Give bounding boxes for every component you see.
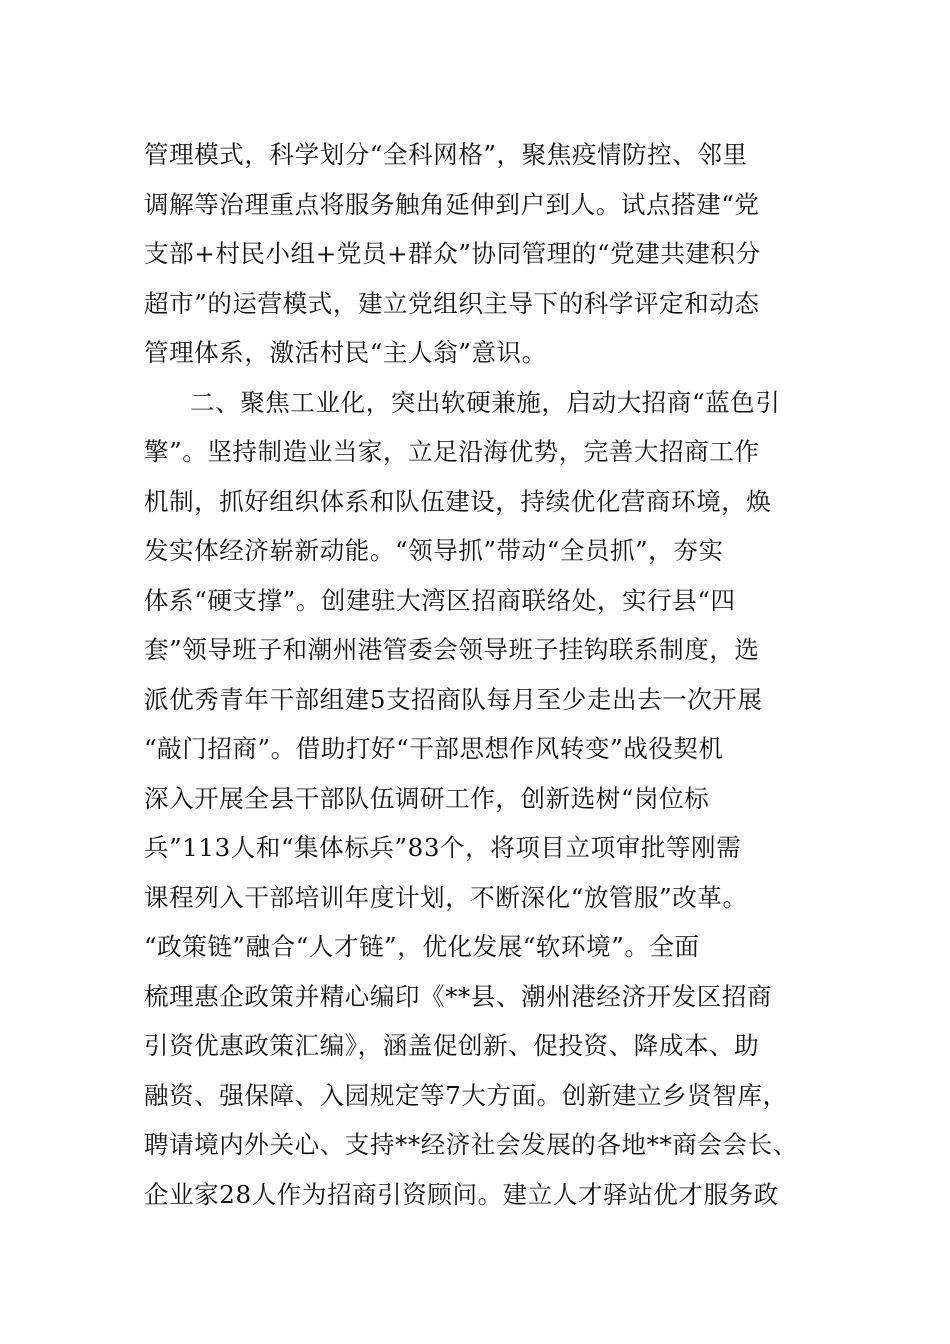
text-line-10: 体系“硬支撑”。创建驻大湾区招商联络处，实行县“四 <box>144 585 736 615</box>
text-line-22: 企业家28人作为招商引资顾问。建立人才驿站优才服务政 <box>144 1179 779 1209</box>
body-text <box>144 130 834 1219</box>
text-line-14: 深入开展全县干部队伍调研工作，创新选树“岗位标 <box>144 783 710 813</box>
text-line-9: 发实体经济崭新动能。“领导抓”带动“全员抓”，夯实 <box>144 536 724 565</box>
text-line-3: 支部+村民小组+党员+群众”协同管理的“党建共建积分 <box>144 239 761 268</box>
section-heading-line: 二、聚焦工业化，突出软硬兼施，启动大招商“蓝色引 <box>190 387 781 417</box>
text-line-1: 管理模式，科学划分“全科网格”，聚焦疫情防控、邻里 <box>144 140 748 169</box>
text-line-17: “政策链”融合“人才链”，优化发展“软环境”。全面 <box>144 932 700 961</box>
text-line-7: 擎”。坚持制造业当家，立足沿海优势，完善大招商工作 <box>144 437 760 466</box>
text-line-15: 兵”113人和“集体标兵”83个，将项目立项审批等刚需 <box>144 833 742 862</box>
text-line-21: 聘请境内外关心、支持**经济社会发展的各地**商会会长、 <box>144 1130 798 1159</box>
text-line-11: 套”领导班子和潮州港管委会领导班子挂钩联系制度，选 <box>144 635 760 664</box>
text-line-5: 管理体系，激活村民“主人翁”意识。 <box>144 338 547 367</box>
text-line-16: 课程列入干部培训年度计划，不断深化“放管服”改革。 <box>144 882 748 912</box>
text-line-12: 派优秀青年干部组建5支招商队每月至少走出去一次开展 <box>144 684 763 714</box>
text-line-18: 梳理惠企政策并精心编印《**县、潮州港经济开发区招商 <box>144 981 773 1011</box>
text-line-4: 超市”的运营模式，建立党组织主导下的科学评定和动态 <box>144 288 760 318</box>
text-line-13: “敲门招商”。借助打好“干部思想作风转变”战役契机 <box>144 734 724 763</box>
text-line-8: 机制，抓好组织体系和队伍建设，持续优化营商环境，焕 <box>144 486 772 516</box>
text-line-19: 引资优惠政策汇编》，涵盖促创新、促投资、降成本、助 <box>144 1031 760 1060</box>
text-line-20: 融资、强保障、入园规定等7大方面。创新建立乡贤智库， <box>144 1080 788 1110</box>
text-line-2: 调解等治理重点将服务触角延伸到户到人。试点搭建“党 <box>144 189 760 219</box>
